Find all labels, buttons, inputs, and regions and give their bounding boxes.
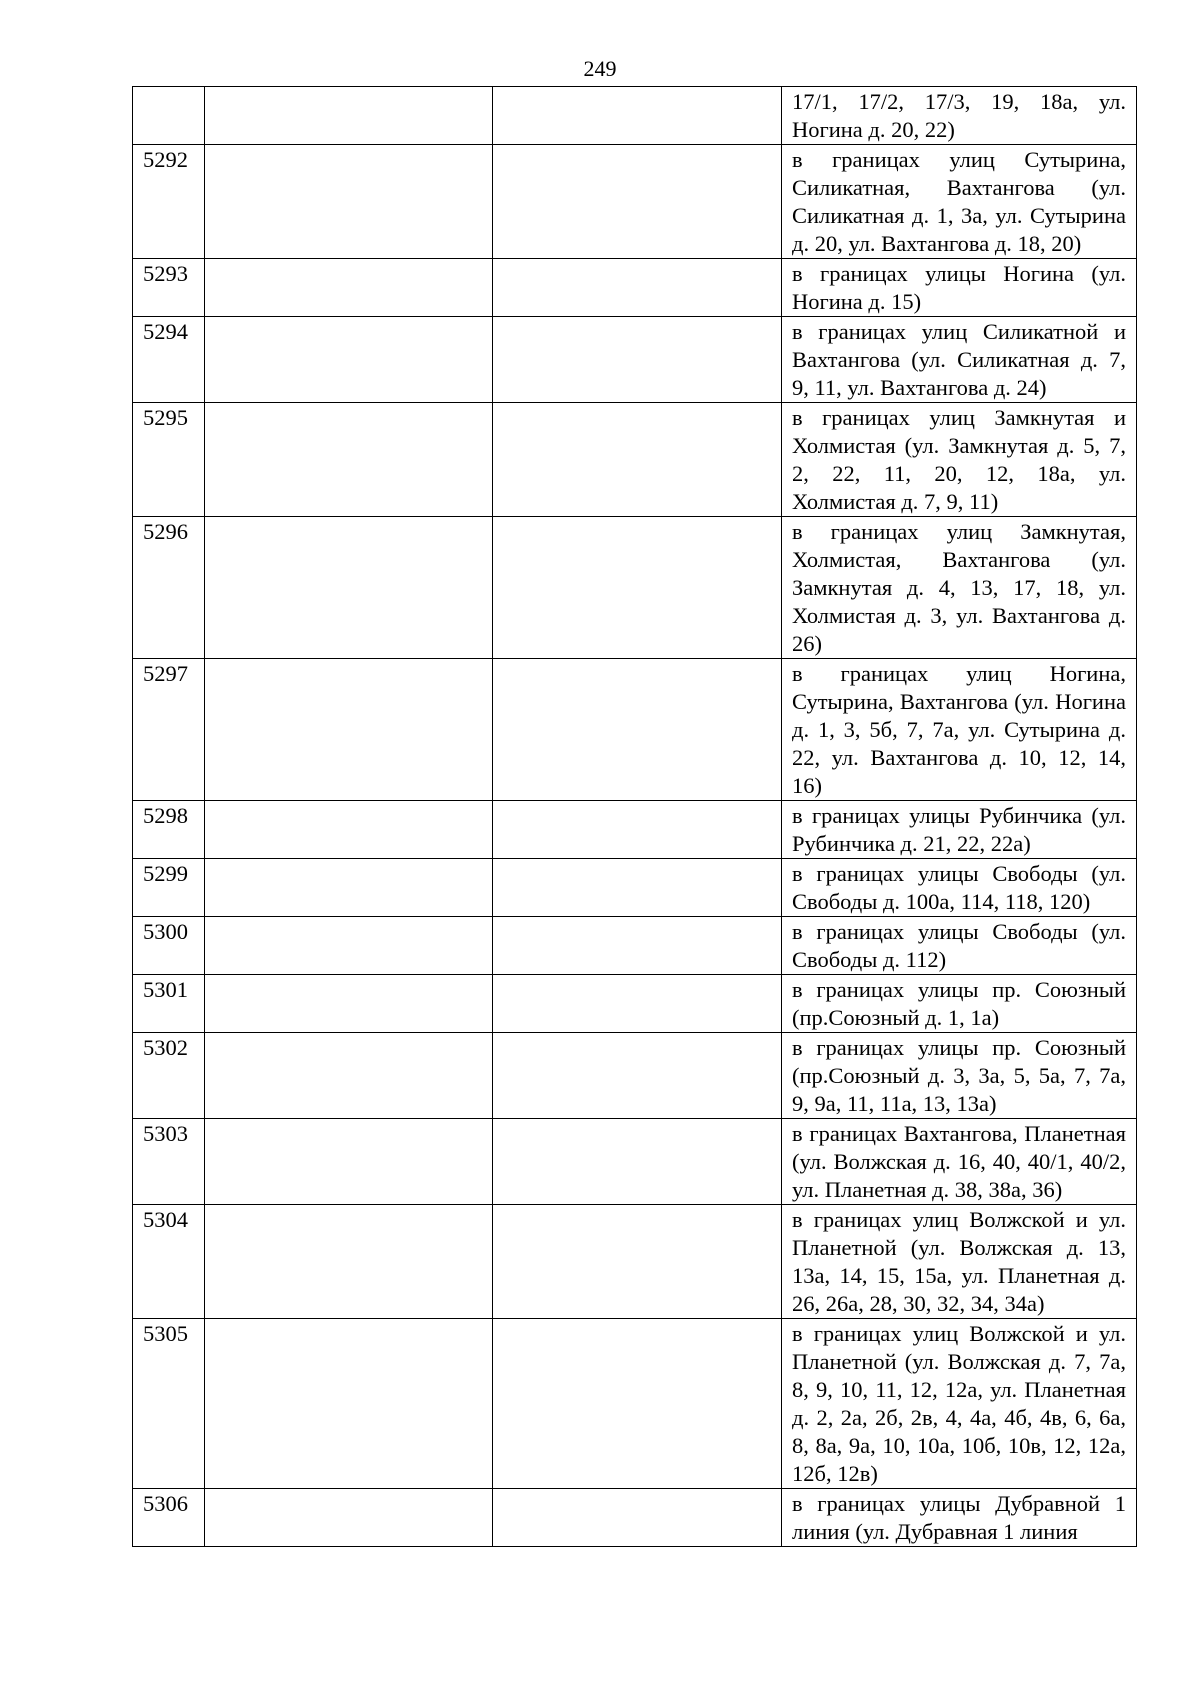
empty-cell: [493, 975, 782, 1033]
empty-cell: [493, 403, 782, 517]
row-number-cell: 5295: [133, 403, 205, 517]
empty-cell: [205, 1033, 493, 1119]
table-row: [133, 517, 1137, 659]
row-number-cell: 5300: [133, 917, 205, 975]
table-row: [133, 859, 1137, 917]
empty-cell: [493, 1205, 782, 1319]
address-cell: в границах улицы Свободы (ул. Свободы д. 100а, 114, 118, 120): [782, 859, 1137, 917]
empty-cell: [493, 917, 782, 975]
address-cell: в границах улиц Волжской и ул. Планетной (ул. Волжская д. 7, 7а, 8, 9, 10, 11, 12, 12а, ул. Планетная д. 2, 2а, 2б, 2в, 4, 4а, 4б, 4в, 6, 6а, 8, 8а, 9а, 10, 10а, 10б, 10в, 12, 12а, 12б, 12в): [782, 1319, 1137, 1489]
empty-cell: [493, 1119, 782, 1205]
empty-cell: [205, 517, 493, 659]
row-number-cell: 5296: [133, 517, 205, 659]
row-number-cell: 5301: [133, 975, 205, 1033]
table-row: [133, 975, 1137, 1033]
address-cell: в границах улицы Рубинчика (ул. Рубинчика д. 21, 22, 22а): [782, 801, 1137, 859]
empty-cell: [493, 87, 782, 145]
empty-cell: [493, 801, 782, 859]
address-cell: в границах улиц Волжской и ул. Планетной (ул. Волжская д. 13, 13а, 14, 15, 15а, ул. Планетная д. 26, 26а, 28, 30, 32, 34, 34а): [782, 1205, 1137, 1319]
table-row: [133, 259, 1137, 317]
empty-cell: [205, 801, 493, 859]
address-cell: в границах улицы пр. Союзный (пр.Союзный д. 3, 3а, 5, 5а, 7, 7а, 9, 9а, 11, 11а, 13, 13а): [782, 1033, 1137, 1119]
row-number-cell: 5299: [133, 859, 205, 917]
empty-cell: [205, 975, 493, 1033]
address-cell: 17/1, 17/2, 17/3, 19, 18а, ул. Ногина д. 20, 22): [782, 87, 1137, 145]
table-row: [133, 1119, 1137, 1205]
empty-cell: [493, 259, 782, 317]
table-row: [133, 801, 1137, 859]
empty-cell: [493, 517, 782, 659]
table-row: [133, 1489, 1137, 1547]
table-row: [133, 1205, 1137, 1319]
address-registry-table: [132, 86, 1137, 1547]
table-row: [133, 87, 1137, 145]
row-number-cell: 5305: [133, 1319, 205, 1489]
address-cell: в границах улиц Ногина, Сутырина, Вахтангова (ул. Ногина д. 1, 3, 5б, 7, 7а, ул. Сутырина д. 22, ул. Вахтангова д. 10, 12, 14, 16): [782, 659, 1137, 801]
row-number-cell: 5306: [133, 1489, 205, 1547]
empty-cell: [493, 859, 782, 917]
page-number: 249: [583, 56, 617, 81]
empty-cell: [493, 1033, 782, 1119]
address-cell: в границах улицы Свободы (ул. Свободы д. 112): [782, 917, 1137, 975]
table-row: [133, 403, 1137, 517]
row-number-cell: 5303: [133, 1119, 205, 1205]
row-number-cell: 5297: [133, 659, 205, 801]
empty-cell: [205, 1489, 493, 1547]
empty-cell: [205, 145, 493, 259]
row-number-cell: 5304: [133, 1205, 205, 1319]
table-row: [133, 1319, 1137, 1489]
empty-cell: [205, 1119, 493, 1205]
row-number-cell: 5298: [133, 801, 205, 859]
empty-cell: [205, 403, 493, 517]
empty-cell: [493, 1319, 782, 1489]
empty-cell: [205, 917, 493, 975]
empty-cell: [493, 145, 782, 259]
empty-cell: [205, 259, 493, 317]
address-cell: в границах улицы пр. Союзный (пр.Союзный д. 1, 1а): [782, 975, 1137, 1033]
empty-cell: [205, 659, 493, 801]
table-row: [133, 1033, 1137, 1119]
address-cell: в границах улицы Дубравной 1 линия (ул. Дубравная 1 линия: [782, 1489, 1137, 1547]
address-cell: в границах улиц Силикатной и Вахтангова (ул. Силикатная д. 7, 9, 11, ул. Вахтангова д. 24): [782, 317, 1137, 403]
table-row: [133, 659, 1137, 801]
address-cell: в границах Вахтангова, Планетная (ул. Волжская д. 16, 40, 40/1, 40/2, ул. Планетная д. 38, 38а, 36): [782, 1119, 1137, 1205]
empty-cell: [205, 317, 493, 403]
row-number-cell: 5293: [133, 259, 205, 317]
row-number-cell: 5302: [133, 1033, 205, 1119]
empty-cell: [205, 1205, 493, 1319]
table-row: [133, 317, 1137, 403]
empty-cell: [205, 1319, 493, 1489]
address-cell: в границах улицы Ногина (ул. Ногина д. 15): [782, 259, 1137, 317]
empty-cell: [205, 859, 493, 917]
empty-cell: [493, 317, 782, 403]
row-number-cell: [133, 87, 205, 145]
empty-cell: [205, 87, 493, 145]
row-number-cell: 5292: [133, 145, 205, 259]
row-number-cell: 5294: [133, 317, 205, 403]
table-row: [133, 917, 1137, 975]
address-cell: в границах улиц Замкнутая, Холмистая, Вахтангова (ул. Замкнутая д. 4, 13, 17, 18, ул. Холмистая д. 3, ул. Вахтангова д. 26): [782, 517, 1137, 659]
address-cell: в границах улиц Сутырина, Силикатная, Вахтангова (ул. Силикатная д. 1, 3а, ул. Сутырина д. 20, ул. Вахтангова д. 18, 20): [782, 145, 1137, 259]
empty-cell: [493, 659, 782, 801]
table-row: [133, 145, 1137, 259]
empty-cell: [493, 1489, 782, 1547]
address-cell: в границах улиц Замкнутая и Холмистая (ул. Замкнутая д. 5, 7, 2, 22, 11, 20, 12, 18а, ул. Холмистая д. 7, 9, 11): [782, 403, 1137, 517]
